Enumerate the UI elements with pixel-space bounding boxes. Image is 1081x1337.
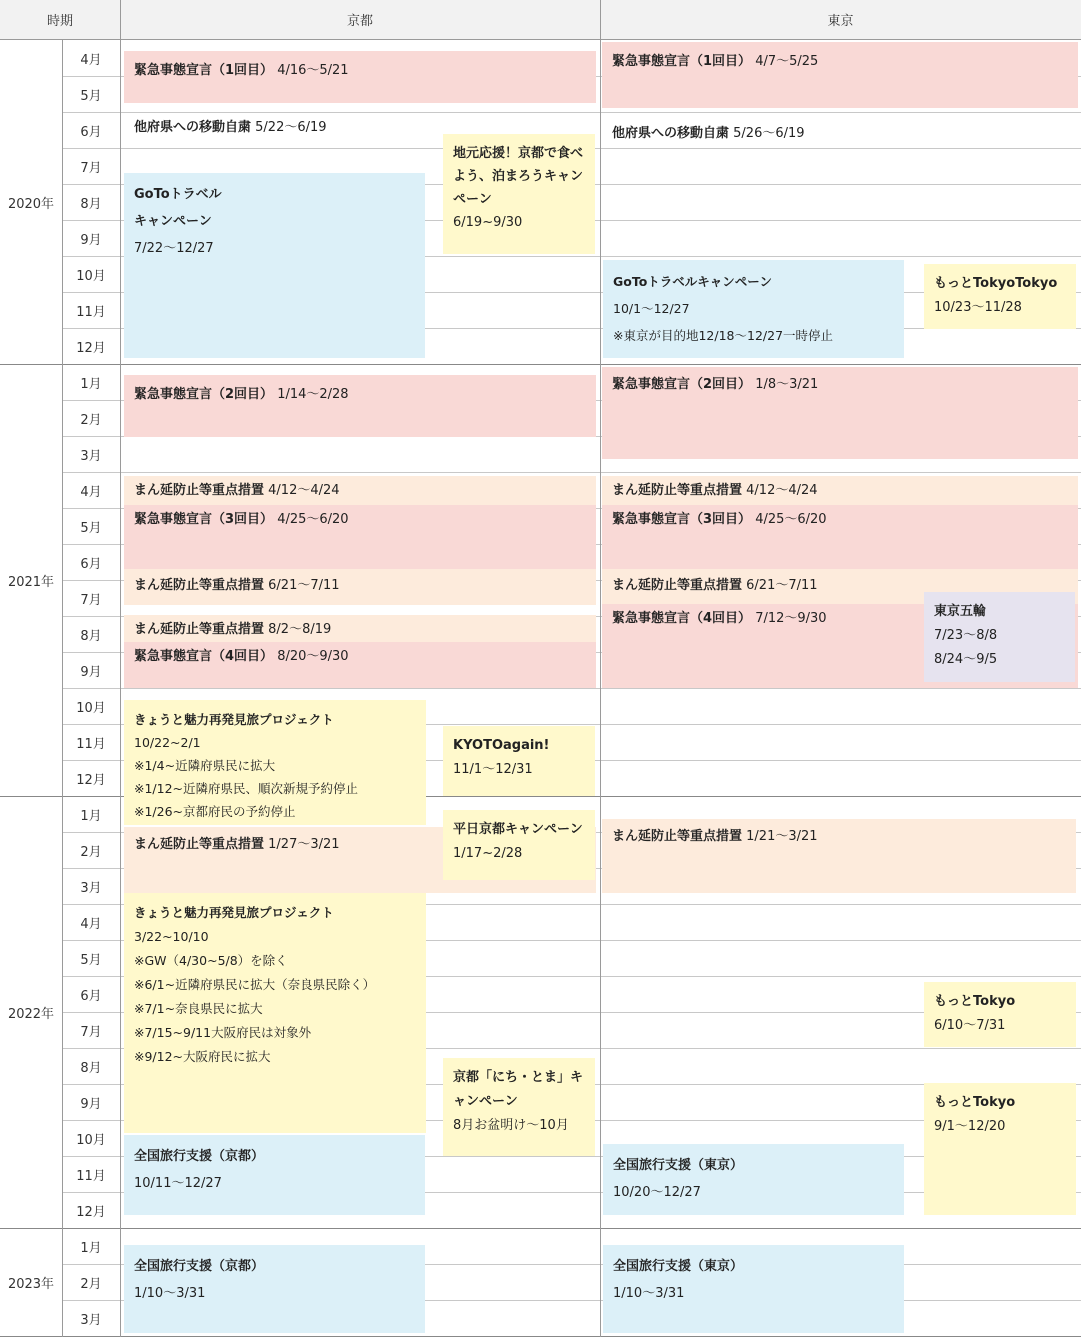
event-title: 全国旅行支援（東京） — [613, 1158, 744, 1173]
event-title: もっとTokyo — [934, 1095, 1016, 1110]
event-period: 4/12〜4/24 — [268, 483, 340, 498]
event-title: まん延防止等重点措置 — [612, 578, 743, 593]
event-period: 10/20〜12/27 — [613, 1185, 701, 1200]
month-label: 11月 — [76, 1168, 106, 1184]
month-label: 12月 — [76, 772, 106, 788]
month-label: 4月 — [80, 52, 102, 68]
event-title: まん延防止等重点措置 — [134, 622, 265, 637]
event-period: 4/25〜6/20 — [755, 512, 827, 527]
event-period: 8月お盆明け〜10月 — [453, 1118, 569, 1133]
month-label: 9月 — [80, 1096, 102, 1112]
tokyo-event — [602, 367, 1078, 459]
event-title: もっとTokyo — [934, 994, 1016, 1009]
month-label: 7月 — [80, 592, 102, 608]
event-title: まん延防止等重点措置 — [134, 578, 265, 593]
column-divider — [62, 40, 63, 1337]
tokyo-event — [602, 114, 1078, 144]
event-period: 9/1〜12/20 — [934, 1119, 1006, 1134]
event-period: 4/16〜5/21 — [277, 63, 349, 78]
tokyo-event — [603, 260, 904, 358]
event-title: もっとTokyoTokyo — [934, 276, 1058, 291]
kyoto-event — [443, 726, 595, 796]
column-divider — [600, 0, 601, 1337]
kyoto-event — [124, 375, 596, 437]
event-title: 地元応援！京都で食べよう、泊まろうキャンペーン — [453, 146, 584, 207]
kyoto-event — [443, 810, 595, 880]
event-title: 平日京都キャンペーン — [453, 822, 583, 837]
year-label: 2020年 — [7, 196, 55, 212]
event-period: 7/12〜9/30 — [755, 611, 827, 626]
event-note: 10/22~2/1 — [134, 735, 201, 750]
kyoto-event — [124, 476, 596, 505]
event-period: 6/21〜7/11 — [268, 578, 340, 593]
month-label: 10月 — [76, 268, 106, 284]
month-label: 2月 — [80, 1276, 102, 1292]
month-label: 6月 — [80, 124, 102, 140]
event-title: 東京五輪 — [934, 604, 987, 619]
event-title: 京都「にち・とま」キャンペーン — [453, 1070, 584, 1109]
event-period: 8/20〜9/30 — [277, 649, 349, 664]
event-title: まん延防止等重点措置 — [612, 483, 743, 498]
event-period: 1/10〜3/31 — [134, 1286, 206, 1301]
tokyo-event — [602, 42, 1078, 108]
year-label: 2022年 — [7, 1006, 55, 1022]
event-period: 8/2〜8/19 — [268, 622, 332, 637]
kyoto-event — [124, 173, 425, 358]
month-label: 8月 — [80, 628, 102, 644]
month-label: 6月 — [80, 988, 102, 1004]
event-period: 1/21〜3/21 — [746, 829, 818, 844]
kyoto-event — [124, 569, 596, 605]
tokyo-event — [924, 592, 1075, 682]
month-label: 12月 — [76, 1204, 106, 1220]
event-period: 1/10〜3/31 — [613, 1286, 685, 1301]
event-note: ※1/12~近隣府県民、順次新規予約停止 — [134, 781, 359, 796]
event-note: ※6/1~近隣府県民に拡大（奈良県民除く） — [134, 977, 376, 992]
event-period: 8/24〜9/5 — [934, 652, 998, 667]
kyoto-event — [124, 51, 596, 103]
event-title: 他府県への移動自粛 — [134, 120, 252, 135]
kyoto-event — [124, 1245, 425, 1333]
event-title: GoToトラベルキャンペーン — [613, 274, 773, 289]
month-label: 7月 — [80, 1024, 102, 1040]
event-period: 5/26〜6/19 — [733, 126, 805, 141]
event-period: 1/14〜2/28 — [277, 387, 349, 402]
event-title: 緊急事態宣言（4回目） — [134, 649, 274, 664]
header-kyoto: 京都 — [120, 0, 600, 40]
event-title: 全国旅行支援（東京） — [613, 1259, 744, 1274]
event-period: 6/21〜7/11 — [746, 578, 818, 593]
kyoto-event — [124, 505, 596, 569]
month-label: 8月 — [80, 1060, 102, 1076]
event-note: ※GW（4/30~5/8）を除く — [134, 953, 288, 968]
month-label: 5月 — [80, 88, 102, 104]
kyoto-event — [124, 893, 426, 1133]
tokyo-event — [602, 505, 1078, 569]
tokyo-event — [924, 982, 1076, 1047]
month-label: 1月 — [80, 376, 102, 392]
event-period: 5/22〜6/19 — [255, 120, 327, 135]
event-period: 4/12〜4/24 — [746, 483, 818, 498]
kyoto-event — [124, 1135, 425, 1215]
event-period: 1/27〜3/21 — [268, 837, 340, 852]
event-title: きょうと魅力再発見旅プロジェクト — [134, 905, 334, 920]
header-period: 時期 — [0, 0, 120, 40]
month-label: 8月 — [80, 196, 102, 212]
month-label: 3月 — [80, 880, 102, 896]
event-title: KYOTOagain! — [453, 738, 550, 753]
month-label: 9月 — [80, 232, 102, 248]
kyoto-event — [124, 642, 596, 688]
event-title: まん延防止等重点措置 — [134, 837, 265, 852]
month-label: 3月 — [80, 448, 102, 464]
kyoto-event — [124, 700, 426, 825]
month-label: 7月 — [80, 160, 102, 176]
tokyo-event — [602, 476, 1078, 505]
event-note: ※9/12~大阪府民に拡大 — [134, 1049, 271, 1064]
year-label: 2021年 — [7, 574, 55, 590]
month-label: 11月 — [76, 736, 106, 752]
month-label: 12月 — [76, 340, 106, 356]
kyoto-event — [124, 615, 596, 643]
event-title: 緊急事態宣言（3回目） — [612, 512, 752, 527]
month-label: 2月 — [80, 412, 102, 428]
event-period: 7/23〜8/8 — [934, 628, 998, 643]
event-title: まん延防止等重点措置 — [612, 829, 743, 844]
event-note: ※7/1~奈良県民に拡大 — [134, 1001, 263, 1016]
event-title: 緊急事態宣言（3回目） — [134, 512, 274, 527]
month-label: 10月 — [76, 1132, 106, 1148]
event-note: ※東京が目的地12/18〜12/27一時停止 — [613, 328, 834, 343]
event-period: 6/19~9/30 — [453, 215, 523, 230]
event-title: 緊急事態宣言（2回目） — [612, 377, 752, 392]
row-separator — [62, 472, 1081, 473]
event-title: 緊急事態宣言（1回目） — [134, 63, 274, 78]
event-title: 緊急事態宣言（2回目） — [134, 387, 274, 402]
kyoto-event — [124, 108, 444, 138]
month-label: 5月 — [80, 952, 102, 968]
event-period: 10/11〜12/27 — [134, 1176, 222, 1191]
event-title: 全国旅行支援（京都） — [134, 1149, 265, 1164]
column-divider — [120, 0, 121, 1337]
event-period: 7/22〜12/27 — [134, 241, 214, 256]
event-period: 1/8〜3/21 — [755, 377, 819, 392]
month-label: 6月 — [80, 556, 102, 572]
event-period: 10/1〜12/27 — [613, 301, 690, 316]
month-label: 1月 — [80, 1240, 102, 1256]
row-separator — [62, 688, 1081, 689]
month-label: 4月 — [80, 916, 102, 932]
tokyo-event — [924, 1083, 1076, 1215]
event-note: ※7/15~9/11大阪府民は対象外 — [134, 1025, 312, 1040]
year-separator — [0, 364, 1081, 365]
month-label: 10月 — [76, 700, 106, 716]
event-title: 緊急事態宣言（4回目） — [612, 611, 752, 626]
tokyo-event — [924, 264, 1076, 329]
month-label: 4月 — [80, 484, 102, 500]
event-period: 1/17~2/28 — [453, 846, 523, 861]
event-period: 10/23〜11/28 — [934, 300, 1022, 315]
event-title: まん延防止等重点措置 — [134, 483, 265, 498]
kyoto-event — [443, 1058, 595, 1156]
kyoto-event — [443, 134, 595, 254]
year-separator — [0, 1228, 1081, 1229]
event-period: 4/7〜5/25 — [755, 54, 819, 69]
event-note: ※1/4~近隣府県民に拡大 — [134, 758, 276, 773]
tokyo-event — [603, 1245, 904, 1333]
month-label: 1月 — [80, 808, 102, 824]
event-title: 他府県への移動自粛 — [612, 126, 730, 141]
tokyo-event — [603, 1144, 904, 1215]
month-label: 3月 — [80, 1312, 102, 1328]
event-period: 4/25〜6/20 — [277, 512, 349, 527]
event-note: ※1/26~京都府民の予約停止 — [134, 804, 296, 819]
event-title: 緊急事態宣言（1回目） — [612, 54, 752, 69]
header-tokyo: 東京 — [600, 0, 1081, 40]
month-label: 5月 — [80, 520, 102, 536]
month-label: 9月 — [80, 664, 102, 680]
tokyo-event — [602, 819, 1076, 893]
month-label: 11月 — [76, 304, 106, 320]
year-label: 2023年 — [7, 1276, 55, 1292]
event-title: GoToトラベル — [134, 187, 222, 202]
event-period: 6/10〜7/31 — [934, 1018, 1006, 1033]
event-title: キャンペーン — [134, 214, 212, 229]
event-title: 全国旅行支援（京都） — [134, 1259, 265, 1274]
event-period: 11/1〜12/31 — [453, 762, 533, 777]
event-title: きょうと魅力再発見旅プロジェクト — [134, 712, 334, 727]
event-note: 3/22~10/10 — [134, 929, 209, 944]
month-label: 2月 — [80, 844, 102, 860]
